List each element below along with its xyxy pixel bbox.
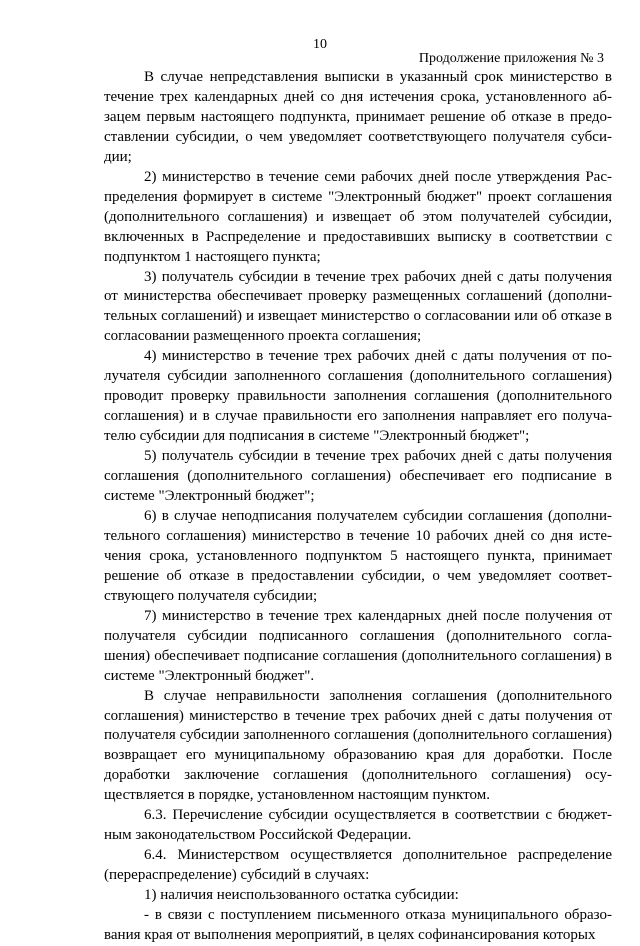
paragraph-item-5: 5) получатель субсидии в течение трех рабочих дней с даты получения соглашения (дополнительного соглашения) обеспечивает его подписание в системе "Электронный бюджет"; [104,448,612,505]
paragraph-item-3: 3) получатель субсидии в течение трех рабочих дней с даты получения от министерства обеспечивает проверку размещенных соглашений (дополнительных соглашений) и извещает министерство о согласовании или об отказе в согласовании размещенного проекта соглашения; [104,268,612,345]
paragraph-6-4-item-1: 1) наличия неиспользованного остатка субсидии: [144,887,459,904]
paragraph-item-6: 6) в случае неподписания получателем субсидии соглашения (дополнительного соглашения) министерство в течение 10 рабочих дней со дня истечения срока, установленного подпунктом 5 настоящего пункта, принимает решение об отказе в предоставлении субсидии, о чем уведомляет соответствующего получателя субсидии; [104,507,612,604]
paragraph-6-4: 6.4. Министерством осуществляется дополнительное распределение (перераспределение) субсидий в случаях: [104,847,612,884]
paragraph-6-3: 6.3. Перечисление субсидии осуществляется в соответствии с бюджетным законодательством Российской Федерации. [104,807,612,844]
paragraph-item-2: 2) министерство в течение семи рабочих дней после утверждения Распределения формирует в системе "Электронный бюджет" проект соглашения (дополнительного соглашения) и извещает об этом получателей субсидии, включенных в Распределение и предоставивших выписку в соответствии с подпунктом 1 настоящего пункта; [104,168,612,265]
paragraph-incorrect-filling: В случае неправильности заполнения соглашения (дополнительного соглашения) министерство в течение трех рабочих дней с даты получения от получателя субсидии заполненного соглашения (дополнительного соглашения) возвращает его муниципальному образованию края для доработки. После доработки заключение соглашения (дополнительного соглашения) осуществляется в порядке, установленном настоящим пунктом. [104,687,612,804]
page-number: 10 [313,37,327,52]
document-body [104,68,612,946]
paragraph-extract-refusal: В случае непредставления выписки в указанный срок министерство в течение трех календарных дней со дня истечения срока, установленного абзацем первым настоящего подпункта, принимает решение об отказе в предоставлении субсидии, о чем уведомляет соответствующего получателя субсидии; [104,69,612,165]
paragraph-item-7: 7) министерство в течение трех календарных дней после получения от получателя субсидии подписанного соглашения (дополнительного соглашения) обеспечивает подписание соглашения (дополнительного соглашения) в системе "Электронный бюджет". [104,607,612,684]
appendix-continuation-note: Продолжение приложения № 3 [418,51,604,66]
paragraph-6-4-dash-item: - в связи с поступлением письменного отказа муниципального образования края от выполнения мероприятий, в целях софинансирования которых [104,907,612,943]
paragraph-item-4: 4) министерство в течение трех рабочих дней с даты получения от получателя субсидии заполненного соглашения (дополнительного соглашения) проводит проверку правильности заполнения соглашения (дополнительного соглашения) и в случае правильности его заполнения направляет его получателю субсидии для подписания в системе "Электронный бюджет"; [104,348,612,445]
